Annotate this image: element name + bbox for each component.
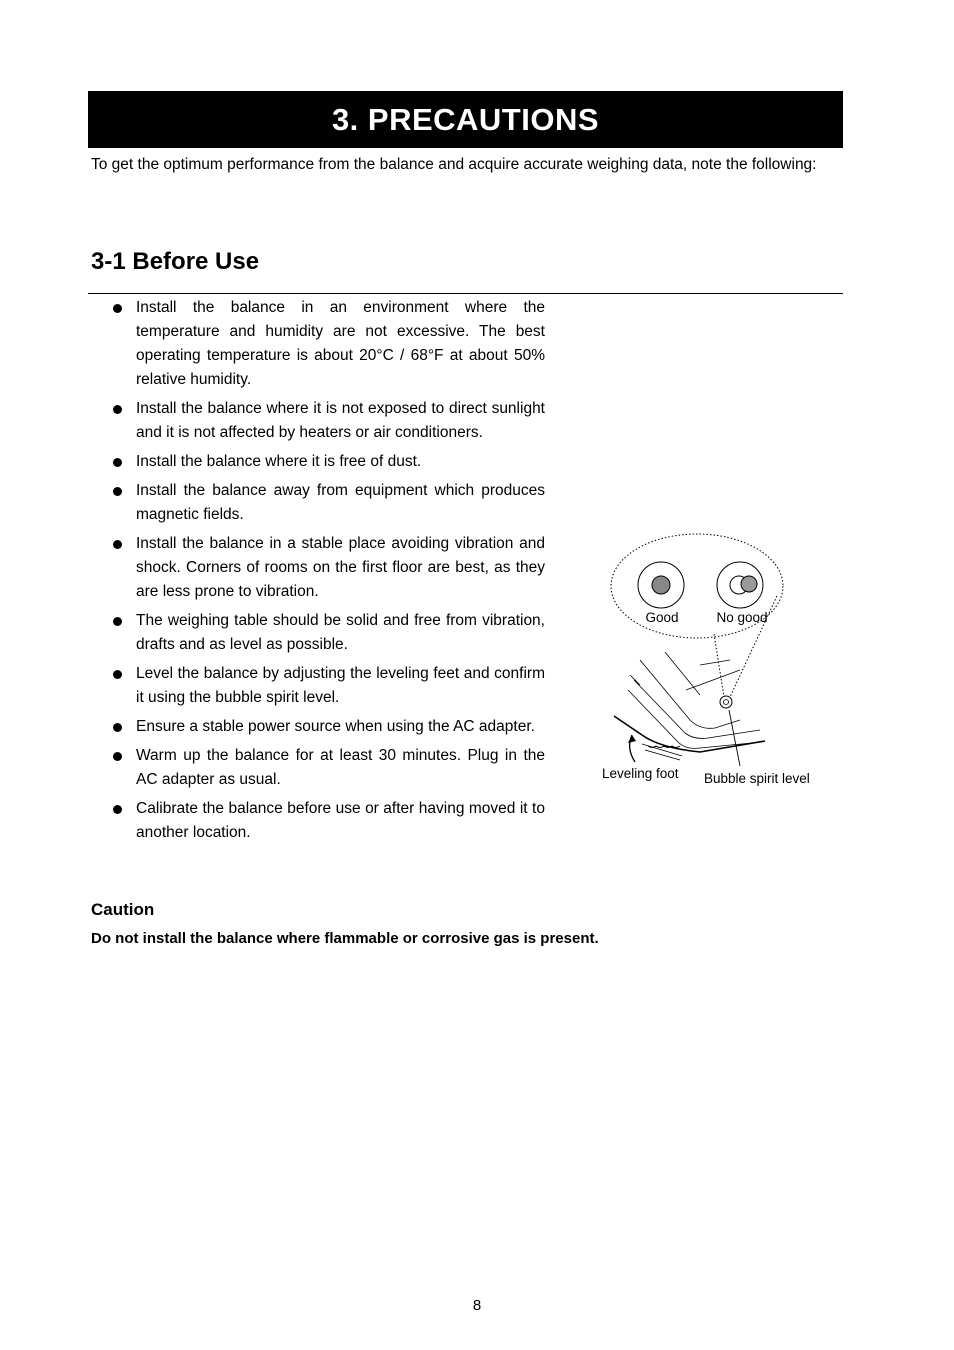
- list-item: [110, 662, 545, 710]
- good-label: Good: [645, 610, 679, 625]
- list-item-text: The weighing table should be solid and free from vibration, drafts and as level as possible.: [136, 612, 545, 653]
- list-item-text: Install the balance in a stable place avoiding vibration and shock. Corners of rooms on the first floor are best, as they are less prone to vibration.: [136, 535, 545, 600]
- list-item: [110, 450, 545, 474]
- bullet-icon: [113, 540, 122, 549]
- good-level-icon: [638, 562, 684, 608]
- bullet-icon: [113, 405, 122, 414]
- list-item-text: Install the balance where it is not exposed to direct sunlight and it is not affected by heaters or air conditioners.: [136, 400, 545, 441]
- no-good-label: No good: [716, 610, 768, 625]
- list-item: [110, 609, 545, 657]
- bullet-icon: [113, 458, 122, 467]
- leveling-illustration: [590, 530, 830, 795]
- section-divider: [88, 293, 843, 294]
- bullet-icon: [113, 617, 122, 626]
- bullet-icon: [113, 487, 122, 496]
- bubble-level-label: Bubble spirit level: [704, 771, 810, 786]
- list-item: [110, 744, 545, 792]
- caution-text: Do not install the balance where flammable or corrosive gas is present.: [91, 930, 599, 947]
- balance-sketch: [628, 652, 762, 748]
- list-item-text: Install the balance away from equipment which produces magnetic fields.: [136, 482, 545, 523]
- chapter-title: 3. PRECAUTIONS: [88, 91, 843, 148]
- list-item: [110, 797, 545, 845]
- list-item-text: Install the balance in an environment where the temperature and humidity are not excessive. The best operating temperature is about 20°C / 68°F at about 50% relative humidity.: [136, 299, 545, 388]
- bullet-icon: [113, 304, 122, 313]
- list-item-text: Install the balance where it is free of dust.: [136, 453, 422, 470]
- list-item: [110, 715, 545, 739]
- bullet-icon: [113, 752, 122, 761]
- precautions-list: [110, 296, 545, 850]
- bubble-level-icon: [720, 696, 732, 708]
- leveling-foot-label: Leveling foot: [602, 766, 679, 781]
- bullet-icon: [113, 723, 122, 732]
- list-item: [110, 397, 545, 445]
- list-item: [110, 479, 545, 527]
- list-item-text: Warm up the balance for at least 30 minutes. Plug in the AC adapter as usual.: [136, 747, 545, 788]
- list-item-text: Level the balance by adjusting the leveling feet and confirm it using the bubble spirit level.: [136, 665, 545, 706]
- list-item-text: Calibrate the balance before use or after having moved it to another location.: [136, 800, 545, 841]
- page-number: 8: [472, 1297, 482, 1314]
- bullet-icon: [113, 805, 122, 814]
- list-item: [110, 296, 545, 392]
- section-heading: 3-1 Before Use: [91, 248, 260, 275]
- list-item-text: Ensure a stable power source when using the AC adapter.: [136, 718, 535, 735]
- leveling-foot-icon: [642, 744, 682, 760]
- no-good-level-icon: [717, 562, 763, 608]
- list-item: [110, 532, 545, 604]
- bullet-icon: [113, 670, 122, 679]
- balance-base: [614, 716, 765, 752]
- intro-paragraph: To get the optimum performance from the balance and acquire accurate weighing data, note the following:: [91, 156, 817, 173]
- caution-label: Caution: [91, 900, 155, 919]
